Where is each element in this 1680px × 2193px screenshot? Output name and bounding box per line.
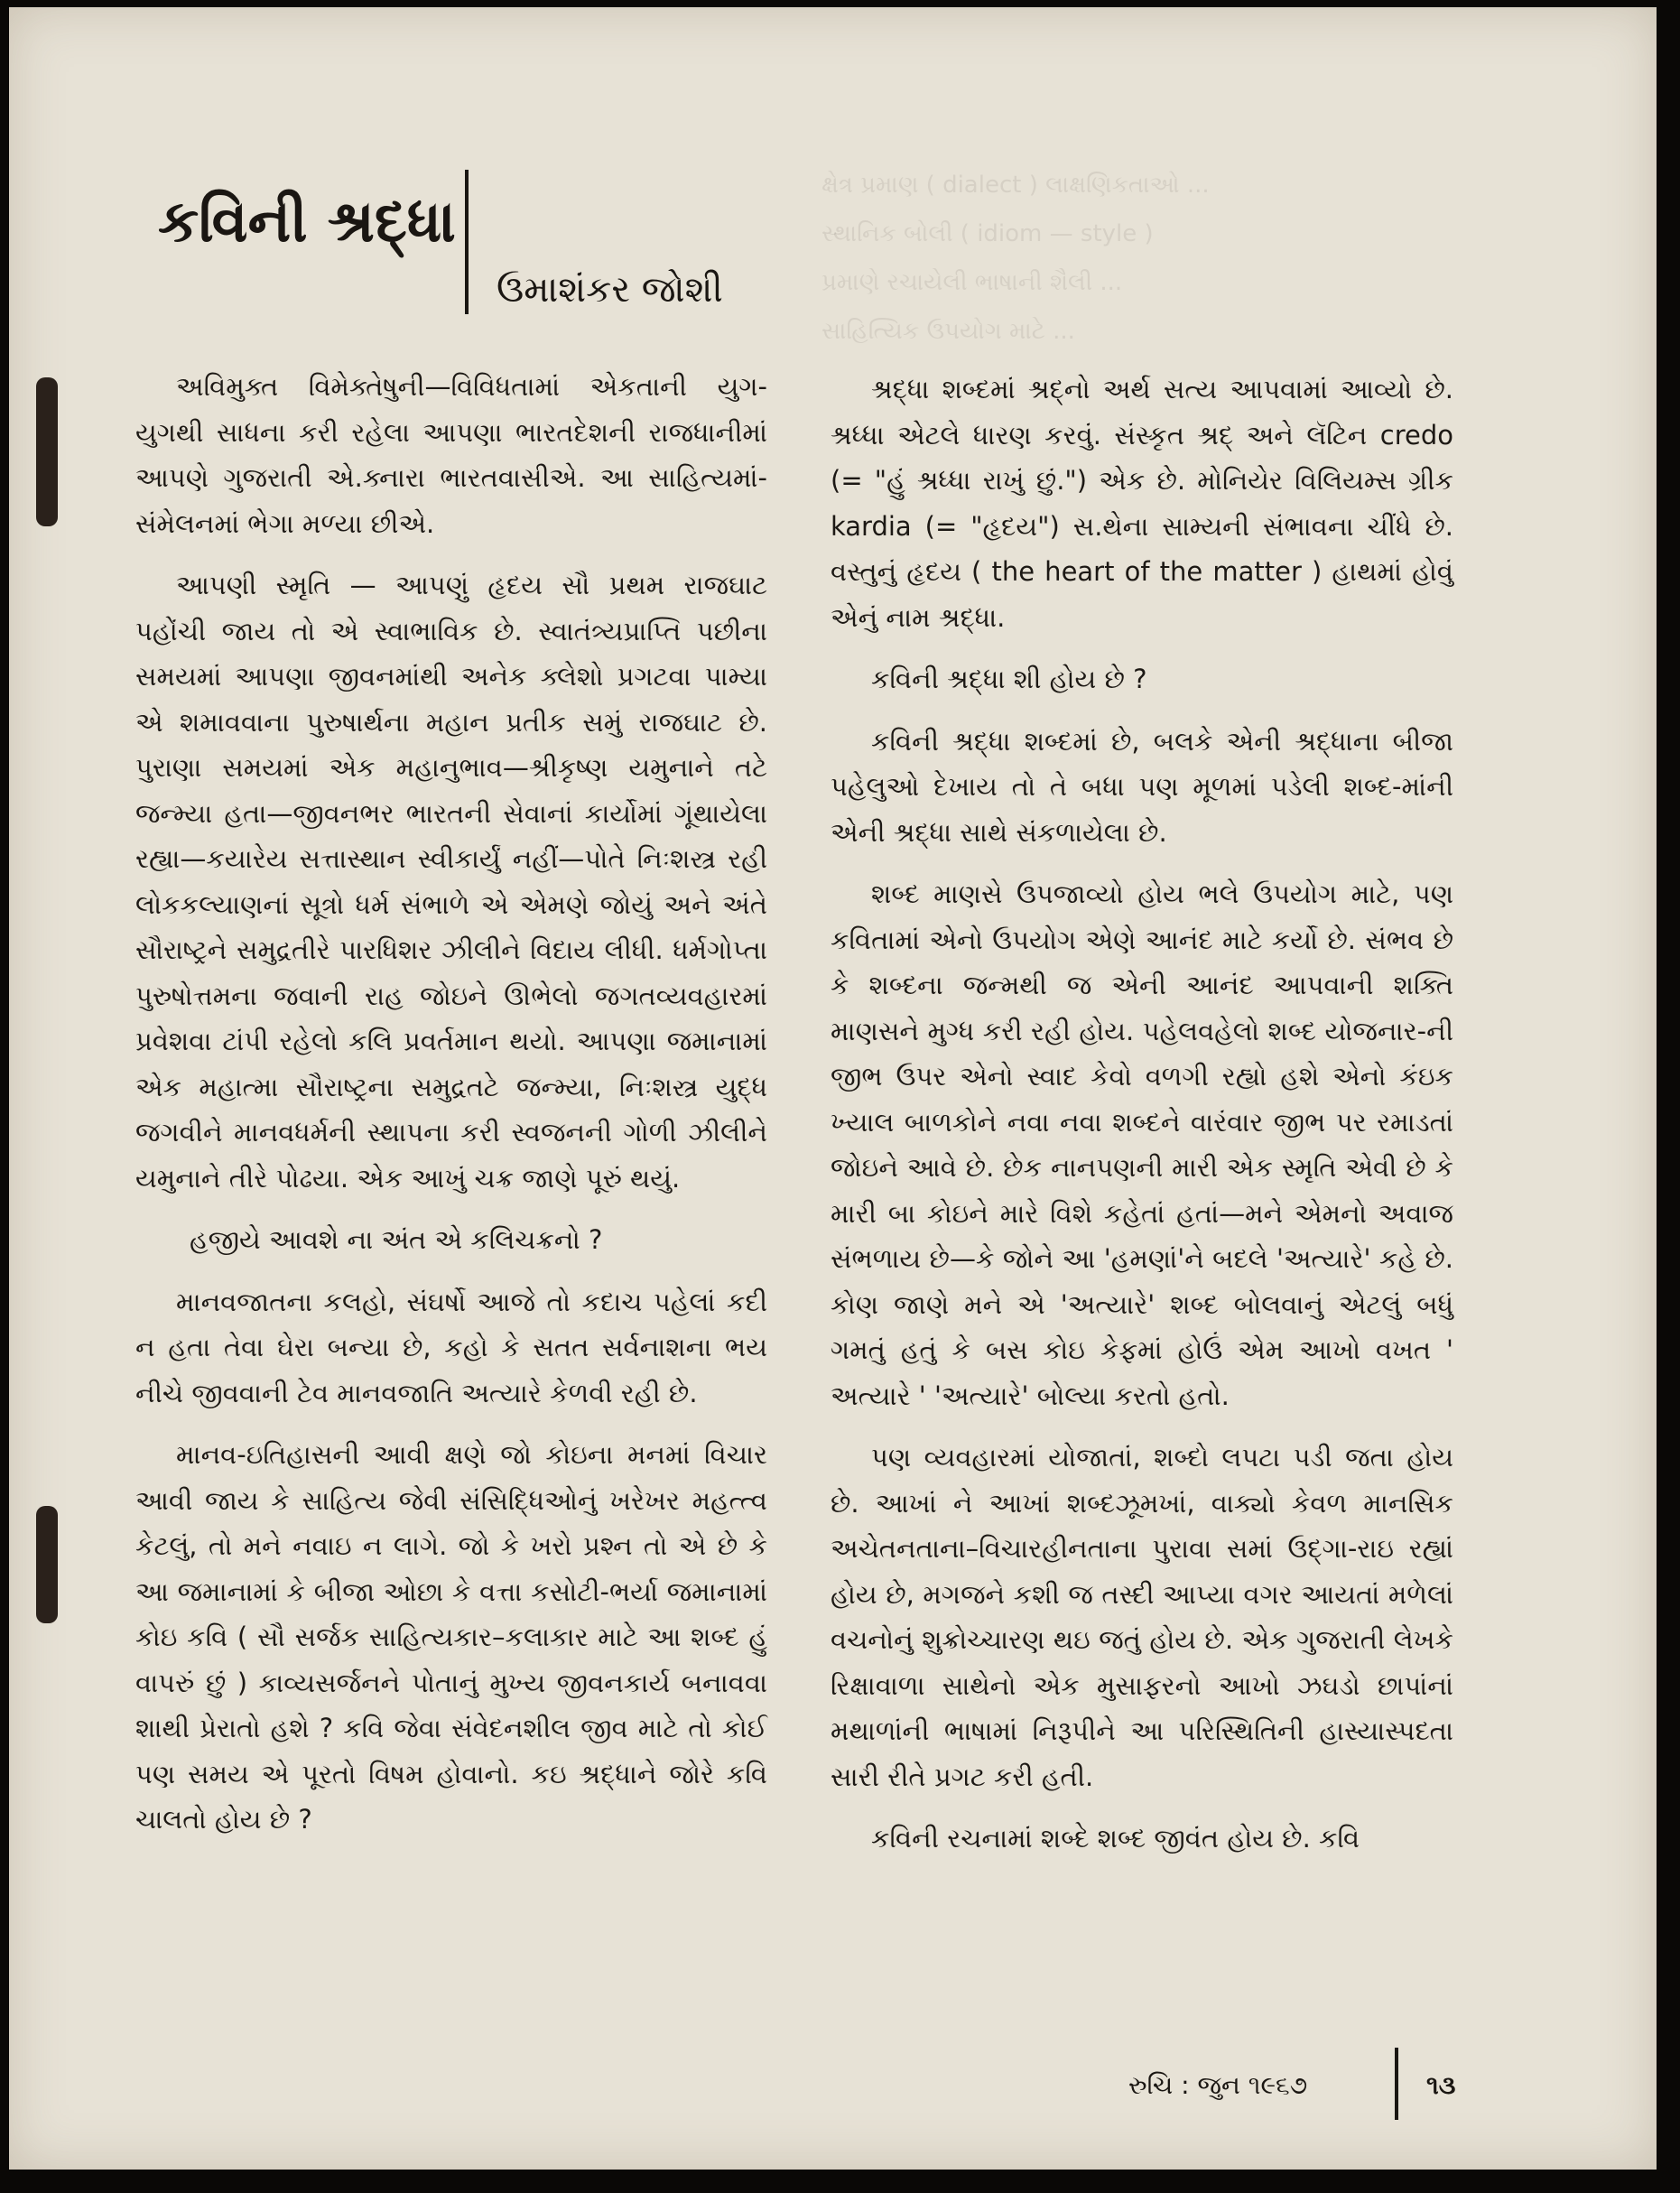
title-divider xyxy=(465,170,469,314)
footer-divider xyxy=(1395,2048,1398,2120)
left-column xyxy=(135,364,767,1859)
article-title: કવિની શ્રદ્ધા xyxy=(158,188,456,256)
paragraph: કવિની શ્રદ્ધા શબ્દમાં છે, બલકે એની શ્રદ્ધાના બીજા પહેલુઓ દેખાય તો તે બધા પણ મૂળમાં પડેલી શબ્દ-માંની એની શ્રદ્ધા સાથે સંકળાયેલા છે. xyxy=(831,725,1453,848)
article-header xyxy=(158,170,790,341)
magazine-page xyxy=(9,7,1657,2170)
paragraph: આપણી સ્મૃતિ — આપણું હૃદય સૌ પ્રથમ રાજઘાટ પહોંચી જાય તો એ સ્વાભાવિક છે. સ્વાતંત્ર્યપ્રાપ્તિ પછીના સમયમાં આપણા જીવનમાંથી અનેક ક્લેશો પ્રગટવા પામ્યા એ શમાવવાના પુરુષાર્થના મહાન પ્રતીક સમું રાજઘાટ છે. પુરાણા સમયમાં એક મહાનુભાવ—શ્રીકૃષ્ણ યમુનાને તટે જન્મ્યા હતા—જીવનભર ભારતની સેવાનાં કાર્યોમાં ગૂંથાયેલા રહ્યા—કયારેય સત્તાસ્થાન સ્વીકાર્યું નહીં—પોતે નિઃશસ્ત્ર રહી લોકકલ્યાણનાં સૂત્રો ધર્મ સંભાળે એ એમણે જોયું અને અંતે સૌરાષ્ટ્રને સમુદ્રતીરે પારધિશર ઝીલીને વિદાય લીધી. ધર્મગોપ્તા પુરુષોત્તમના જવાની રાહ જોઇને ઊભેલો જગતવ્યવહારમાં પ્રવેશવા ટાંપી રહેલો કલિ પ્રવર્તમાન થયો. આપણા જમાનામાં એક મહાત્મા સૌરાષ્ટ્રના સમુદ્રતટે જન્મ્યા, નિઃશસ્ત્ર યુદ્ધ જગવીને માનવધર્મની સ્થાપના કરી સ્વજનની ગોળી ઝીલીને યમુનાને તીરે પોઢયા. એક આખું ચક્ર જાણે પૂરું થયું. xyxy=(135,570,767,1194)
paragraph: માનવજાતના કલહો, સંઘર્ષો આજે તો કદાચ પહેલાં કદી ન હતા તેવા ઘેરા બન્યા છે, કહો કે સતત સર્વનાશના ભય નીચે જીવવાની ટેવ માનવજાતિ અત્યારે કેળવી રહી છે. xyxy=(135,1286,767,1408)
issue-footer: રુચિ : જુન ૧૯૬૭ xyxy=(1128,2070,1308,2100)
paragraph: પણ વ્યવહારમાં યોજાતાં, શબ્દો લપટા પડી જતા હોય છે. આખાં ને આખાં શબ્દઝૂમખાં, વાક્યો કેવળ માનસિક અચેતનતાના–વિચારહીનતાના પુરાવા સમાં ઉદ્ગા-રાઇ રહ્યાં હોય છે, મગજને કશી જ તસ્દી આપ્યા વગર આયતાં મળેલાં વચનોનું શુક્રોચ્ચારણ થઇ જતું હોય છે. એક ગુજરાતી લેખકે રિક્ષાવાળા સાથેનો એક મુસાફરનો આખો ઝઘડો છાપાંનાં મથાળાંની ભાષામાં નિરૂપીને આ પરિસ્થિતિની હાસ્યાસ્પદતા સારી રીતે પ્રગટ કરી હતી. xyxy=(831,1442,1453,1792)
page-number: ૧૩ xyxy=(1426,2070,1456,2100)
quote-line: હજીયે આવશે ના અંત એ કલિચક્રનો ? xyxy=(190,1224,603,1255)
paragraph: શ્રદ્ધા શબ્દમાં શ્રદ્નો અર્થ સત્ય આપવામાં આવ્યો છે. શ્રધ્ધા એટલે ધારણ કરવું. સંસ્કૃત શ્રદ્ અને લૅટિન credo (= "હું શ્રધ્ધા રાખું છું.") એક છે. મોનિયેર વિલિયમ્સ ગ્રીક kardia (= "હૃદય") સ.થેના સામ્યની સંભાવના ચીંધે છે. વસ્તુનું હૃદય ( the heart of the matter ) હાથમાં હોવું એનું નામ શ્રદ્ધા. xyxy=(831,374,1453,633)
binding-mark-bottom xyxy=(36,1506,58,1623)
question-line: કવિની શ્રદ્ધા શી હોય છે ? xyxy=(871,664,1147,694)
paragraph: અવિમુક્ત વિમેક્તેષુની—વિવિધતામાં એકતાની યુગ-યુગથી સાધના કરી રહેલા આપણા ભારતદેશની રાજધાનીમાં આપણે ગુજરાતી એ.ક્નારા ભારતવાસીએ. આ સાહિત્યમાં-સંમેલનમાં ભેગા મળ્યા છીએ. xyxy=(135,371,767,539)
paragraph: કવિની રચનામાં શબ્દે શબ્દ જીવંત હોય છે. કવિ xyxy=(871,1823,1360,1854)
paragraph: શબ્દ માણસે ઉપજાવ્યો હોય ભલે ઉપયોગ માટે, પણ કવિતામાં એનો ઉપયોગ એણે આનંદ માટે કર્યો છે. સંભવ છે કે શબ્દના જન્મથી જ એની આનંદ આપવાની શક્તિ માણસને મુગ્ધ કરી રહી હોય. પહેલવહેલો શબ્દ યોજનાર-ની જીભ ઉપર એનો સ્વાદ કેવો વળગી રહ્યો હશે એનો કંઇક ખ્યાલ બાળકોને નવા નવા શબ્દને વારંવાર જીભ પર રમાડતાં જોઇને આવે છે. છેક નાનપણની મારી એક સ્મૃતિ એવી છે કે મારી બા કોઇને મારે વિશે કહેતાં હતાં—મને એમનો અવાજ સંભળાય છે—કે જોને આ 'હમણાં'ને બદલે 'અત્યારે' કહે છે. કોણ જાણે મને એ 'અત્યારે' શબ્દ બોલવાનું એટલું બધું ગમતું હતું કે બસ કોઇ કેફમાં હોઉં એમ આખો વખત ' અત્યારે ' 'અત્યારે' બોલ્યા કરતો હતો. xyxy=(831,878,1453,1411)
paragraph: માનવ-ઇતિહાસની આવી ક્ષણે જો કોઇના મનમાં વિચાર આવી જાય કે સાહિત્ય જેવી સંસિદ્ધિઓનું ખરેખર મહત્ત્વ કેટલું, તો મને નવાઇ ન લાગે. જો કે ખરો પ્રશ્ન તો એ છે કે આ જમાનામાં કે બીજા ઓછા કે વત્તા કસોટી-ભર્યા જમાનામાં કોઇ કવિ ( સૌ સર્જક સાહિત્યકાર–કલાકાર માટે આ શબ્દ હું વાપરું છું ) કાવ્યસર્જનને પોતાનું મુખ્ય જીવનકાર્ય બનાવવા શાથી પ્રેરાતો હશે ? કવિ જેવા સંવેદનશીલ જીવ માટે તો કોઈ પણ સમય એ પૂરતો વિષમ હોવાનો. કઇ શ્રદ્ધાને જોરે કવિ ચાલતો હોય છે ? xyxy=(135,1439,767,1835)
bleed-through-text: ક્ષેત્ર પ્રમાણ ( dialect ) લાક્ષણિકતાઓ ... સ્થાનિક બોલી ( idiom — style ) પ્રમાણે રચાયેલી ભાષાની શૈલી ... સાહિત્યિક ઉપયોગ માટે ... xyxy=(821,172,1210,345)
right-column xyxy=(831,367,1453,1878)
article-author: ઉમાશંકર જોશી xyxy=(497,269,723,311)
binding-mark-top xyxy=(36,377,58,526)
